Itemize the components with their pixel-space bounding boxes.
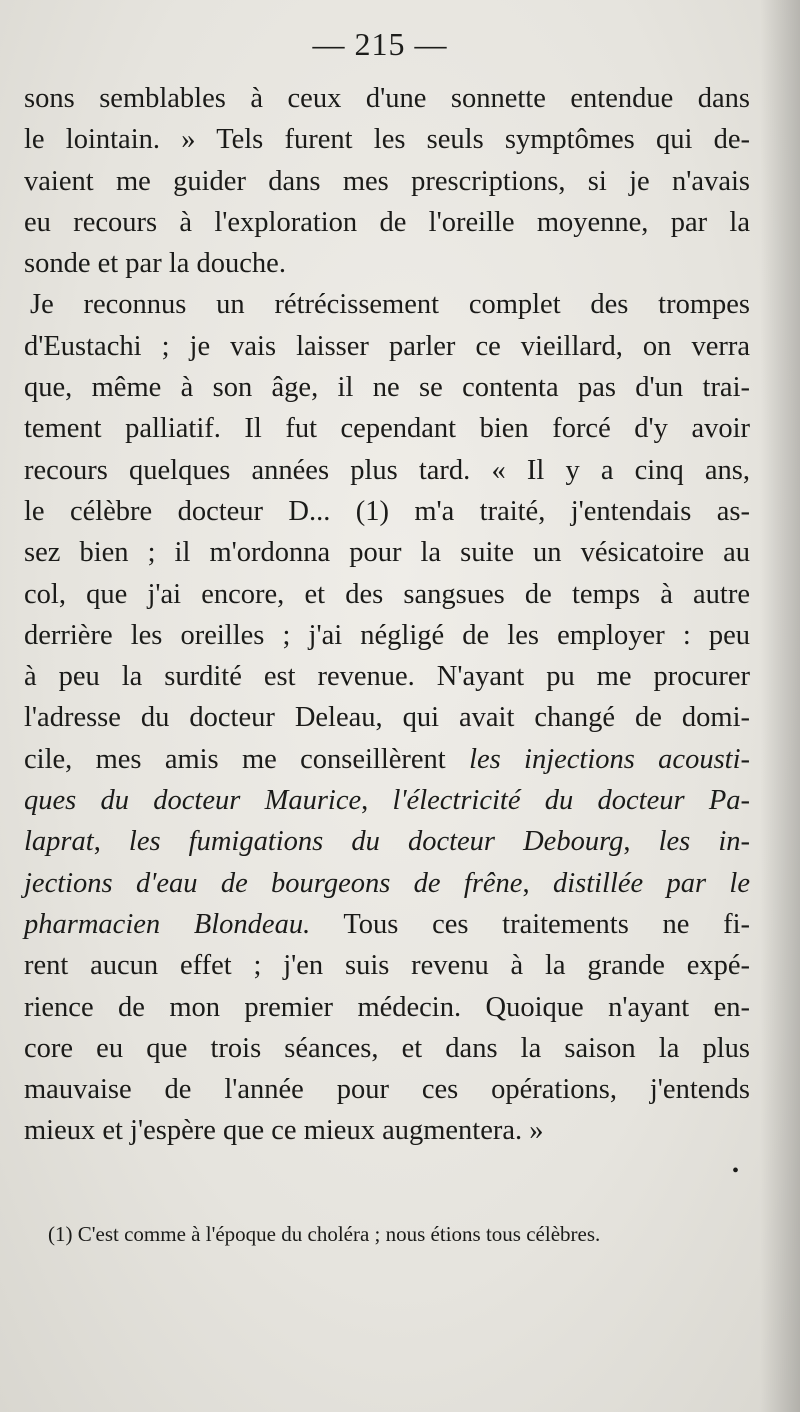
footnote: (1) C'est comme à l'époque du choléra ; nous étions tous célèbres.	[48, 1222, 601, 1246]
text-line: rent aucun effet ; j'en suis revenu à la grande expé-	[24, 950, 750, 982]
body-text	[24, 78, 750, 1152]
text-line: col, que j'ai encore, et des sangsues de temps à autre	[24, 578, 750, 610]
italic-run: l'électricité du docteur Pa-	[392, 785, 750, 817]
italic-run: distillée par le	[552, 867, 751, 899]
italic-run: les injections acousti-	[469, 743, 751, 775]
page-number: — 215 —	[312, 26, 448, 62]
text-line: l'adresse du docteur Deleau, qui avait changé de domi-	[24, 702, 750, 734]
text-line: core eu que trois séances, et dans la saison la plus	[24, 1032, 750, 1064]
text-line: que, même à son âge, il ne se contenta pas d'un trai-	[24, 372, 750, 404]
text-run: ,	[522, 867, 530, 899]
stray-mark: •	[732, 1160, 740, 1182]
text-run: ,	[361, 785, 369, 817]
text-line	[24, 863, 750, 904]
italic-run: les fumigations du docteur Debourg	[128, 826, 624, 858]
page-edge-shadow	[760, 0, 800, 1412]
italic-run: ques du docteur Maurice	[24, 785, 362, 817]
text-run: cile, mes amis me conseillèrent	[24, 743, 446, 775]
italic-run: pharmacien Blondeau.	[24, 908, 311, 940]
italic-run: laprat	[24, 826, 94, 858]
text-line: à peu la surdité est revenue. N'ayant pu me procurer	[24, 661, 750, 693]
text-line	[24, 904, 750, 945]
text-line	[24, 780, 750, 821]
text-line: mauvaise de l'année pour ces opérations, j'entends	[24, 1074, 750, 1106]
text-line	[24, 821, 750, 862]
text-line: rience de mon premier médecin. Quoique n'ayant en-	[24, 991, 750, 1023]
text-line: recours quelques années plus tard. « Il y a cinq ans,	[24, 454, 750, 486]
paragraph-start-line: Je reconnus un rétrécissement complet des trompes	[30, 289, 750, 321]
italic-run: les in-	[658, 826, 750, 858]
text-run: ,	[93, 826, 101, 858]
text-run: Tous ces traitements ne fi-	[343, 908, 750, 940]
text-line: d'Eustachi ; je vais laisser parler ce vieillard, on verra	[24, 330, 750, 362]
text-line: derrière les oreilles ; j'ai négligé de les employer : peu	[24, 619, 750, 651]
text-line: le célèbre docteur D... (1) m'a traité, j'entendais as-	[24, 495, 750, 527]
text-line: tement palliatif. Il fut cependant bien forcé d'y avoir	[24, 413, 750, 445]
text-line: vaient me guider dans mes prescriptions, si je n'avais	[24, 165, 750, 197]
text-line: eu recours à l'exploration de l'oreille moyenne, par la	[24, 206, 750, 238]
text-line: sons semblables à ceux d'une sonnette entendue dans	[24, 83, 750, 114]
text-line: le lointain. » Tels furent les seuls symptômes qui de-	[24, 124, 750, 156]
text-line: sez bien ; il m'ordonna pour la suite un vésicatoire au	[24, 537, 750, 569]
italic-run: jections d'eau de bourgeons de frêne	[24, 867, 523, 899]
text-run: ,	[623, 826, 631, 858]
text-line: sonde et par la douche.	[24, 248, 286, 280]
text-line	[24, 739, 750, 780]
text-line: mieux et j'espère que ce mieux augmentera. »	[24, 1115, 544, 1147]
